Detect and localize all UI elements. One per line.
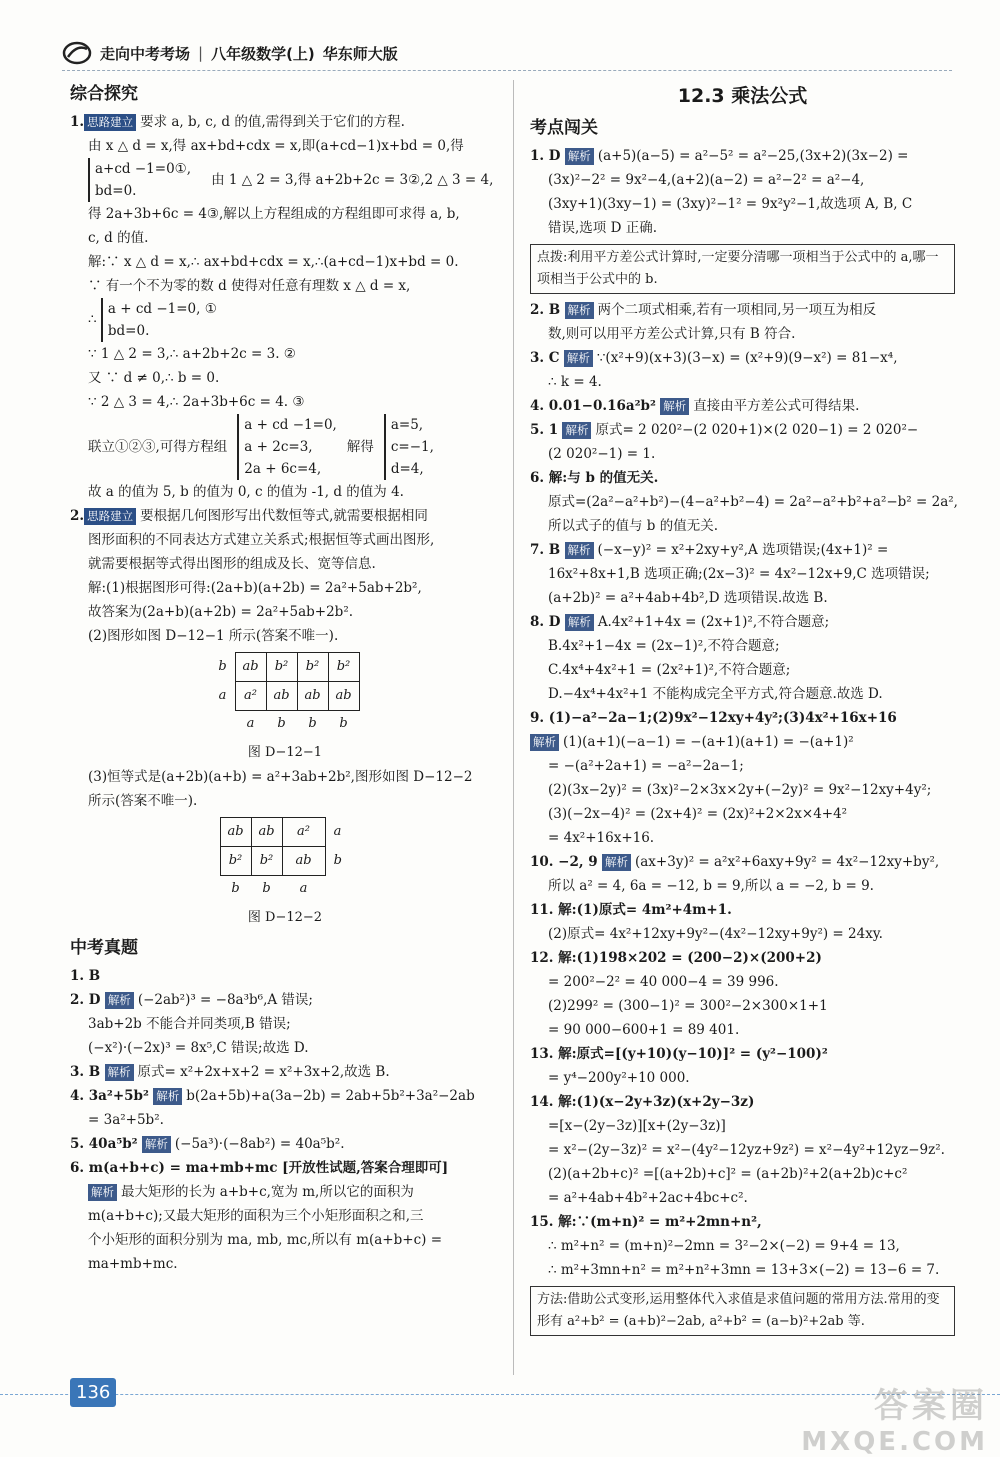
section-title-zhongkao: 中考真题 <box>70 938 138 958</box>
left-column <box>70 80 500 1276</box>
r-line-43: = 90 000−600+1 = 89 401. <box>548 1022 740 1038</box>
r-line-4: 错误,选项 D 正确. <box>548 220 657 236</box>
r-line-30: 解析 (1)(a+1)(−a−1) = −(a+1)(a+1) = −(a+1)² <box>530 730 955 754</box>
q1-line-11: ∵ 1 △ 2 = 3,∴ a+2b+2c = 3. ② <box>88 346 296 362</box>
q2-line-0: 2. 思路建立 要根据几何图形写出代数恒等式,就需要根据相同 <box>70 508 428 524</box>
r-line-14: 5. 1 解析 原式= 2 020²−(2 020+1)×(2 020−1) = 2 020²− <box>530 422 919 438</box>
r-line-53: ∴ m²+3mn+n² = m²+n²+3mn = 13+3×(−2) = 13−6 = 7. <box>548 1262 940 1278</box>
r-line-47: =[x−(2y−3z)][x+(2y−3z)] <box>548 1118 726 1134</box>
r-line-44: 13. 解:原式=[(y+10)(y−10)]² = (y²−100)² <box>530 1046 828 1062</box>
header-separator: | <box>198 44 204 62</box>
r-line-26: B.4x²+1−4x = (2x−1)²,不符合题意; <box>548 638 780 654</box>
r-line-31: = −(a²+2a+1) = −a²−2a−1; <box>548 758 744 774</box>
chapter-title: 12.3 乘法公式 <box>677 85 808 107</box>
r-line-16: (2 020²−1) = 1. <box>548 446 656 462</box>
q1-line-7: 解:∵ x △ d = x,∴ ax+bd+cdx = x,∴(a+cd−1)x+bd = 0. <box>88 254 459 270</box>
zk-line-14: m(a+b+c);又最大矩形的面积为三个小矩形面积之和,三 <box>88 1208 424 1224</box>
r-line-17: 6. 解:与 b 的值无关. <box>530 470 659 486</box>
q2-tag: 思路建立 <box>84 508 136 525</box>
r-line-8: 数,则可以用平方差公式计算,只有 B 符合. <box>548 326 796 342</box>
q1-line-8: ∵ 有一个不为零的数 d 使得对任意有理数 x △ d = x, <box>88 278 411 294</box>
r-line-39: (2)原式= 4x²+12xy+9y²−(4x²−12xy+9y²) = 24xy. <box>548 926 883 942</box>
r-line-9: 3. C 解析 ∵(x²+9)(x+3)(3−x) = (x²+9)(9−x²) = 81−x⁴, <box>530 350 898 366</box>
r-line-34: = 4x²+16x+16. <box>548 830 655 846</box>
brand-title: 走向中考考场 <box>100 44 191 63</box>
right-column <box>530 80 958 1340</box>
q1-line-6: c, d 的值. <box>88 230 149 246</box>
page-header <box>62 40 398 66</box>
figure-caption-1: 图 D−12−1 <box>247 745 323 760</box>
r-line-35: 10. −2, 9 解析 (ax+3y)² = a²x²+6axy+9y² = 4x²−12xy+by², <box>530 854 940 870</box>
r-line-37: 所以 a² = 4, 6a = −12, b = 9,所以 a = −2, b = 9. <box>548 878 874 894</box>
q1-system-2: ∴ a + cd −1=0, ① bd=0. <box>70 298 500 342</box>
r-line-22: 16x²+8x+1,B 选项正确;(2x−3)² = 4x²−12x+9,C 选项错误; <box>548 566 930 582</box>
q1-line-5: 得 2a+3b+6c = 4③,解以上方程组成的方程组即可求得 a, b, <box>88 206 460 222</box>
q2-line-6: (3)恒等式是(a+2b)(a+b) = a²+3ab+2b²,图形如图 D−12−2 <box>88 769 473 785</box>
r-line-33: (3)(−2x−4)² = (2x+4)² = (2x)²+2×2x×4+4² <box>548 806 848 822</box>
header-divider <box>62 70 952 71</box>
r-line-27: C.4x⁴+4x²+1 = (2x²+1)²,不符合题意; <box>548 662 791 678</box>
tip-box: 点拨:利用平方差公式计算时,一定要分清哪一项相当于公式中的 a,哪一项相当于公式中的 b. <box>530 244 955 294</box>
publisher-logo-icon <box>62 40 92 66</box>
zk-line-4: (−x²)·(−2x)³ = 8x⁵,C 错误;故选 D. <box>88 1040 309 1056</box>
r-line-19: 所以式子的值与 b 的值无关. <box>548 518 719 534</box>
r-line-46: 14. 解:(1)(x−2y+3z)(x+2y−3z) <box>530 1094 755 1110</box>
r-line-28: D.−4x⁴+4x²+1 不能构成完全平方式,符合题意.故选 D. <box>548 686 883 702</box>
q2-line-4: 故答案为(2a+b)(a+2b) = 2a²+5ab+2b². <box>88 604 354 620</box>
q1-system-3: 联立①②③,可得方程组 a + cd −1=0, a + 2c=3, 2a + 6c=4, 解得 a=5, c=−1, d=4, <box>70 414 500 480</box>
r-line-51: 15. 解:∵(m+n)² = m²+2mn+n², <box>530 1214 762 1230</box>
zk-line-15: 个小矩形的面积分别为 ma, mb, mc,所以有 m(a+b+c) = <box>88 1232 443 1248</box>
r-line-52: ∴ m²+n² = (m+n)²−2mn = 3²−2×(−2) = 9+4 = 13, <box>548 1238 900 1254</box>
q1-line-1: 由 x △ d = x,得 ax+bd+cdx = x,即(a+cd−1)x+bd = 0,得 <box>88 138 464 154</box>
zk-line-13: 解析 最大矩形的长为 a+b+c,宽为 m,所以它的面积为 <box>70 1180 500 1204</box>
figure-caption-2: 图 D−12−2 <box>247 910 323 925</box>
r-line-24: 8. D 解析 A.4x²+1+4x = (2x+1)²,不符合题意; <box>530 614 830 630</box>
r-line-38: 11. 解:(1)原式= 4m²+4m+1. <box>530 902 732 918</box>
zk-line-16: ma+mb+mc. <box>88 1256 178 1272</box>
figure-d-12-1: b ab b² b² b² a a² ab ab ab a b b b <box>70 652 500 737</box>
r-line-29: 9. (1)−a²−2a−1;(2)9x²−12xy+4y²;(3)4x²+16x+16 <box>530 710 897 726</box>
r-line-32: (2)(3x−2y)² = (3x)²−2×3x×2y+(−2y)² = 9x²−12xy+4y²; <box>548 782 932 798</box>
site-watermark: 答案圈 MXQE.COM <box>801 1386 988 1457</box>
q2-line-7: 所示(答案不唯一). <box>88 793 198 809</box>
q2-line-2: 就需要根据等式得出图形的组成及长、宽等信息. <box>88 556 376 572</box>
method-box: 方法:借助公式变形,运用整体代入求值是求值问题的常用方法.常用的变形有 a²+b² = (a+b)²−2ab, a²+b² = (a−b)²+2ab 等. <box>530 1286 955 1336</box>
r-line-20: 7. B 解析 (−x−y)² = x²+2xy+y²,A 选项错误;(4x+1)² = <box>530 542 889 558</box>
figure-d-12-2: ab ab a² a b² b² ab b b b a <box>70 817 500 902</box>
r-line-2: (3x)²−2² = 9x²−4,(a+2)(a−2) = a²−2² = a²−4, <box>548 172 865 188</box>
zk-line-9: = 3a²+5b². <box>88 1112 164 1128</box>
zk-line-3: 3ab+2b 不能合并同类项,B 错误; <box>88 1016 291 1032</box>
r-line-49: (2)(a+2b+c)² =[(a+2b)+c]² = (a+2b)²+2(a+2b)c+c² <box>548 1166 908 1182</box>
zk-line-10: 5. 40a⁵b² 解析 (−5a³)·(−8ab²) = 40a⁵b². <box>70 1136 345 1152</box>
section-title-kaodian: 考点闯关 <box>530 118 598 138</box>
section-title-zonghe: 综合探究 <box>70 84 138 104</box>
r-line-18: 原式=(2a²−a²+b²)−(4−a²+b²−4) = 2a²−a²+b²+a²−b² = 2a², <box>548 494 958 510</box>
r-line-11: ∴ k = 4. <box>548 374 602 390</box>
r-line-23: (a+2b)² = a²+4ab+4b²,D 选项错误.故选 B. <box>548 590 828 606</box>
column-divider <box>513 80 514 1375</box>
q2-line-5: (2)图形如图 D−12−1 所示(答案不唯一). <box>88 628 339 644</box>
r-line-40: 12. 解:(1)198×202 = (200−2)×(200+2) <box>530 950 822 966</box>
r-line-3: (3xy+1)(3xy−1) = (3xy)²−1² = 9x²y²−1,故选项 A, B, C <box>548 196 913 212</box>
r-line-48: = x²−(2y−3z)² = x²−(4y²−12yz+9z²) = x²−4y²+12yz−9z². <box>548 1142 945 1158</box>
q1-line-0: 1. 思路建立 要求 a, b, c, d 的值,需得到关于它们的方程. <box>70 114 405 130</box>
q1-system-1: a+cd −1=0①, bd=0. 由 1 △ 2 = 3,得 a+2b+2c = 3②,2 △ 3 = 4, <box>70 158 500 202</box>
zk-line-1: 2. D 解析 (−2ab²)³ = −8a³b⁶,A 错误; <box>70 992 313 1008</box>
book-title: 八年级数学(上) <box>211 44 315 63</box>
r-line-50: = a²+4ab+4b²+2ac+4bc+c². <box>548 1190 748 1206</box>
r-line-12: 4. 0.01−0.16a²b² 解析 直接由平方差公式可得结果. <box>530 398 860 414</box>
r-line-0: 1. D 解析 (a+5)(a−5) = a²−5² = a²−25,(3x+2)(3x−2) = <box>530 148 909 164</box>
q1-line-13: ∵ 2 △ 3 = 4,∴ 2a+3b+6c = 4. ③ <box>88 394 305 410</box>
zk-line-0: 1. B <box>70 968 101 984</box>
page-number: 136 <box>70 1378 116 1407</box>
q2-line-1: 图形面积的不同表达方式建立关系式;根据恒等式画出图形, <box>88 532 435 548</box>
zk-line-7: 4. 3a²+5b² 解析 b(2a+5b)+a(3a−2b) = 2ab+5b²+3a²−2ab <box>70 1088 475 1104</box>
zk-line-5: 3. B 解析 原式= x²+2x+x+2 = x²+3x+2,故选 B. <box>70 1064 390 1080</box>
q1-tag: 思路建立 <box>84 114 136 131</box>
q1-line-22: 故 a 的值为 5, b 的值为 0, c 的值为 -1, d 的值为 4. <box>88 484 404 500</box>
r-line-42: (2)299² = (300−1)² = 300²−2×300×1+1 <box>548 998 828 1014</box>
q2-line-3: 解:(1)根据图形可得:(2a+b)(a+2b) = 2a²+5ab+2b², <box>88 580 422 596</box>
r-line-6: 2. B 解析 两个二项式相乘,若有一项相同,另一项互为相反 <box>530 302 877 318</box>
r-line-41: = 200²−2² = 40 000−4 = 39 996. <box>548 974 779 990</box>
edition-label: 华东师大版 <box>322 44 398 63</box>
zk-line-12: 6. m(a+b+c) = ma+mb+mc [开放性试题,答案合理即可] <box>70 1160 449 1176</box>
r-line-45: = y⁴−200y²+10 000. <box>548 1070 690 1086</box>
q1-line-12: 又 ∵ d ≠ 0,∴ b = 0. <box>88 370 220 386</box>
